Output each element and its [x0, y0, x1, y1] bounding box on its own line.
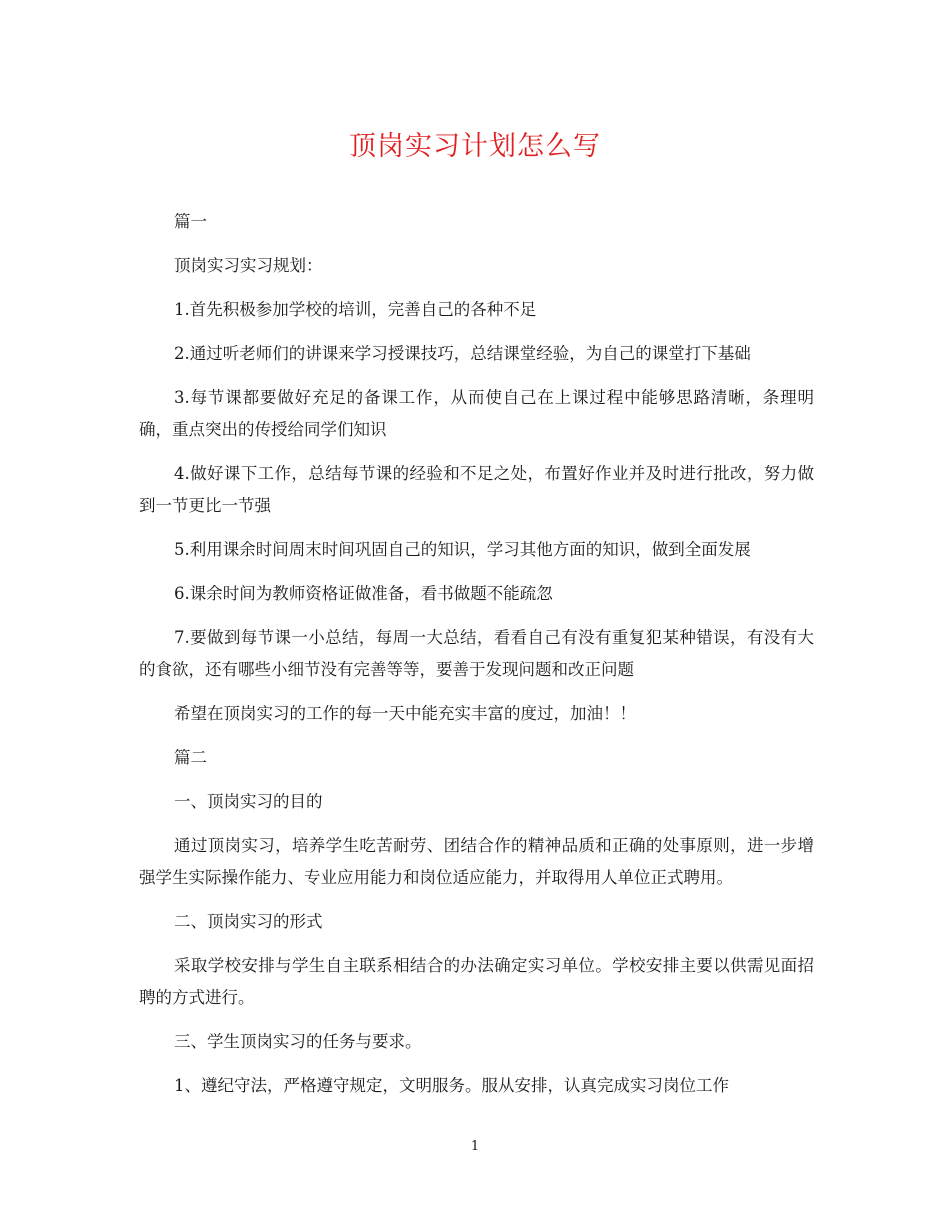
purpose-paragraph: 通过顶岗实习，培养学生吃苦耐劳、团结合作的精神品质和正确的处事原则，进一步增强学生实际操作能力、专业应用能力和岗位适应能力，并取得用人单位正式聘用。	[139, 836, 814, 887]
page-number: 1	[470, 1139, 480, 1154]
plan-item-4: 4.做好课下工作，总结每节课的经验和不足之处，布置好作业并及时进行批改，努力做到一节更比一节强	[139, 464, 814, 515]
document-title: 顶岗实习计划怎么写	[349, 131, 601, 162]
plan-item-3: 3.每节课都要做好充足的备课工作，从而使自己在上课过程中能够思路清晰，条理明确，重点突出的传授给同学们知识	[139, 388, 814, 439]
tasks-heading: 三、学生顶岗实习的任务与要求。	[174, 1032, 422, 1051]
form-paragraph: 采取学校安排与学生自主联系相结合的办法确定实习单位。学校安排主要以供需见面招聘的方式进行。	[139, 956, 814, 1007]
plan-item-2: 2.通过听老师们的讲课来学习授课技巧，总结课堂经验，为自己的课堂打下基础	[174, 344, 751, 363]
document-body	[139, 206, 814, 1114]
plan-item-1: 1.首先积极参加学校的培训，完善自己的各种不足	[174, 300, 537, 319]
closing-wish: 希望在顶岗实习的工作的每一天中能充实丰富的度过，加油！！	[174, 704, 636, 723]
plan-heading: 顶岗实习实习规划：	[174, 256, 323, 275]
purpose-heading: 一、顶岗实习的目的	[174, 792, 323, 811]
task-item-1: 1、遵纪守法，严格遵守规定，文明服务。服从安排，认真完成实习岗位工作	[174, 1076, 729, 1095]
section-heading-part-one: 篇一	[174, 212, 207, 231]
form-heading: 二、顶岗实习的形式	[174, 912, 323, 931]
plan-item-7: 7.要做到每节课一小总结，每周一大总结，看看自己有没有重复犯某种错误，有没有大的食欲，还有哪些小细节没有完善等等，要善于发现问题和改正问题	[139, 628, 814, 679]
plan-item-6: 6.课余时间为教师资格证做准备，看书做题不能疏忽	[174, 584, 553, 603]
plan-item-5: 5.利用课余时间周末时间巩固自己的知识，学习其他方面的知识，做到全面发展	[174, 540, 751, 559]
section-heading-part-two: 篇二	[174, 748, 207, 767]
